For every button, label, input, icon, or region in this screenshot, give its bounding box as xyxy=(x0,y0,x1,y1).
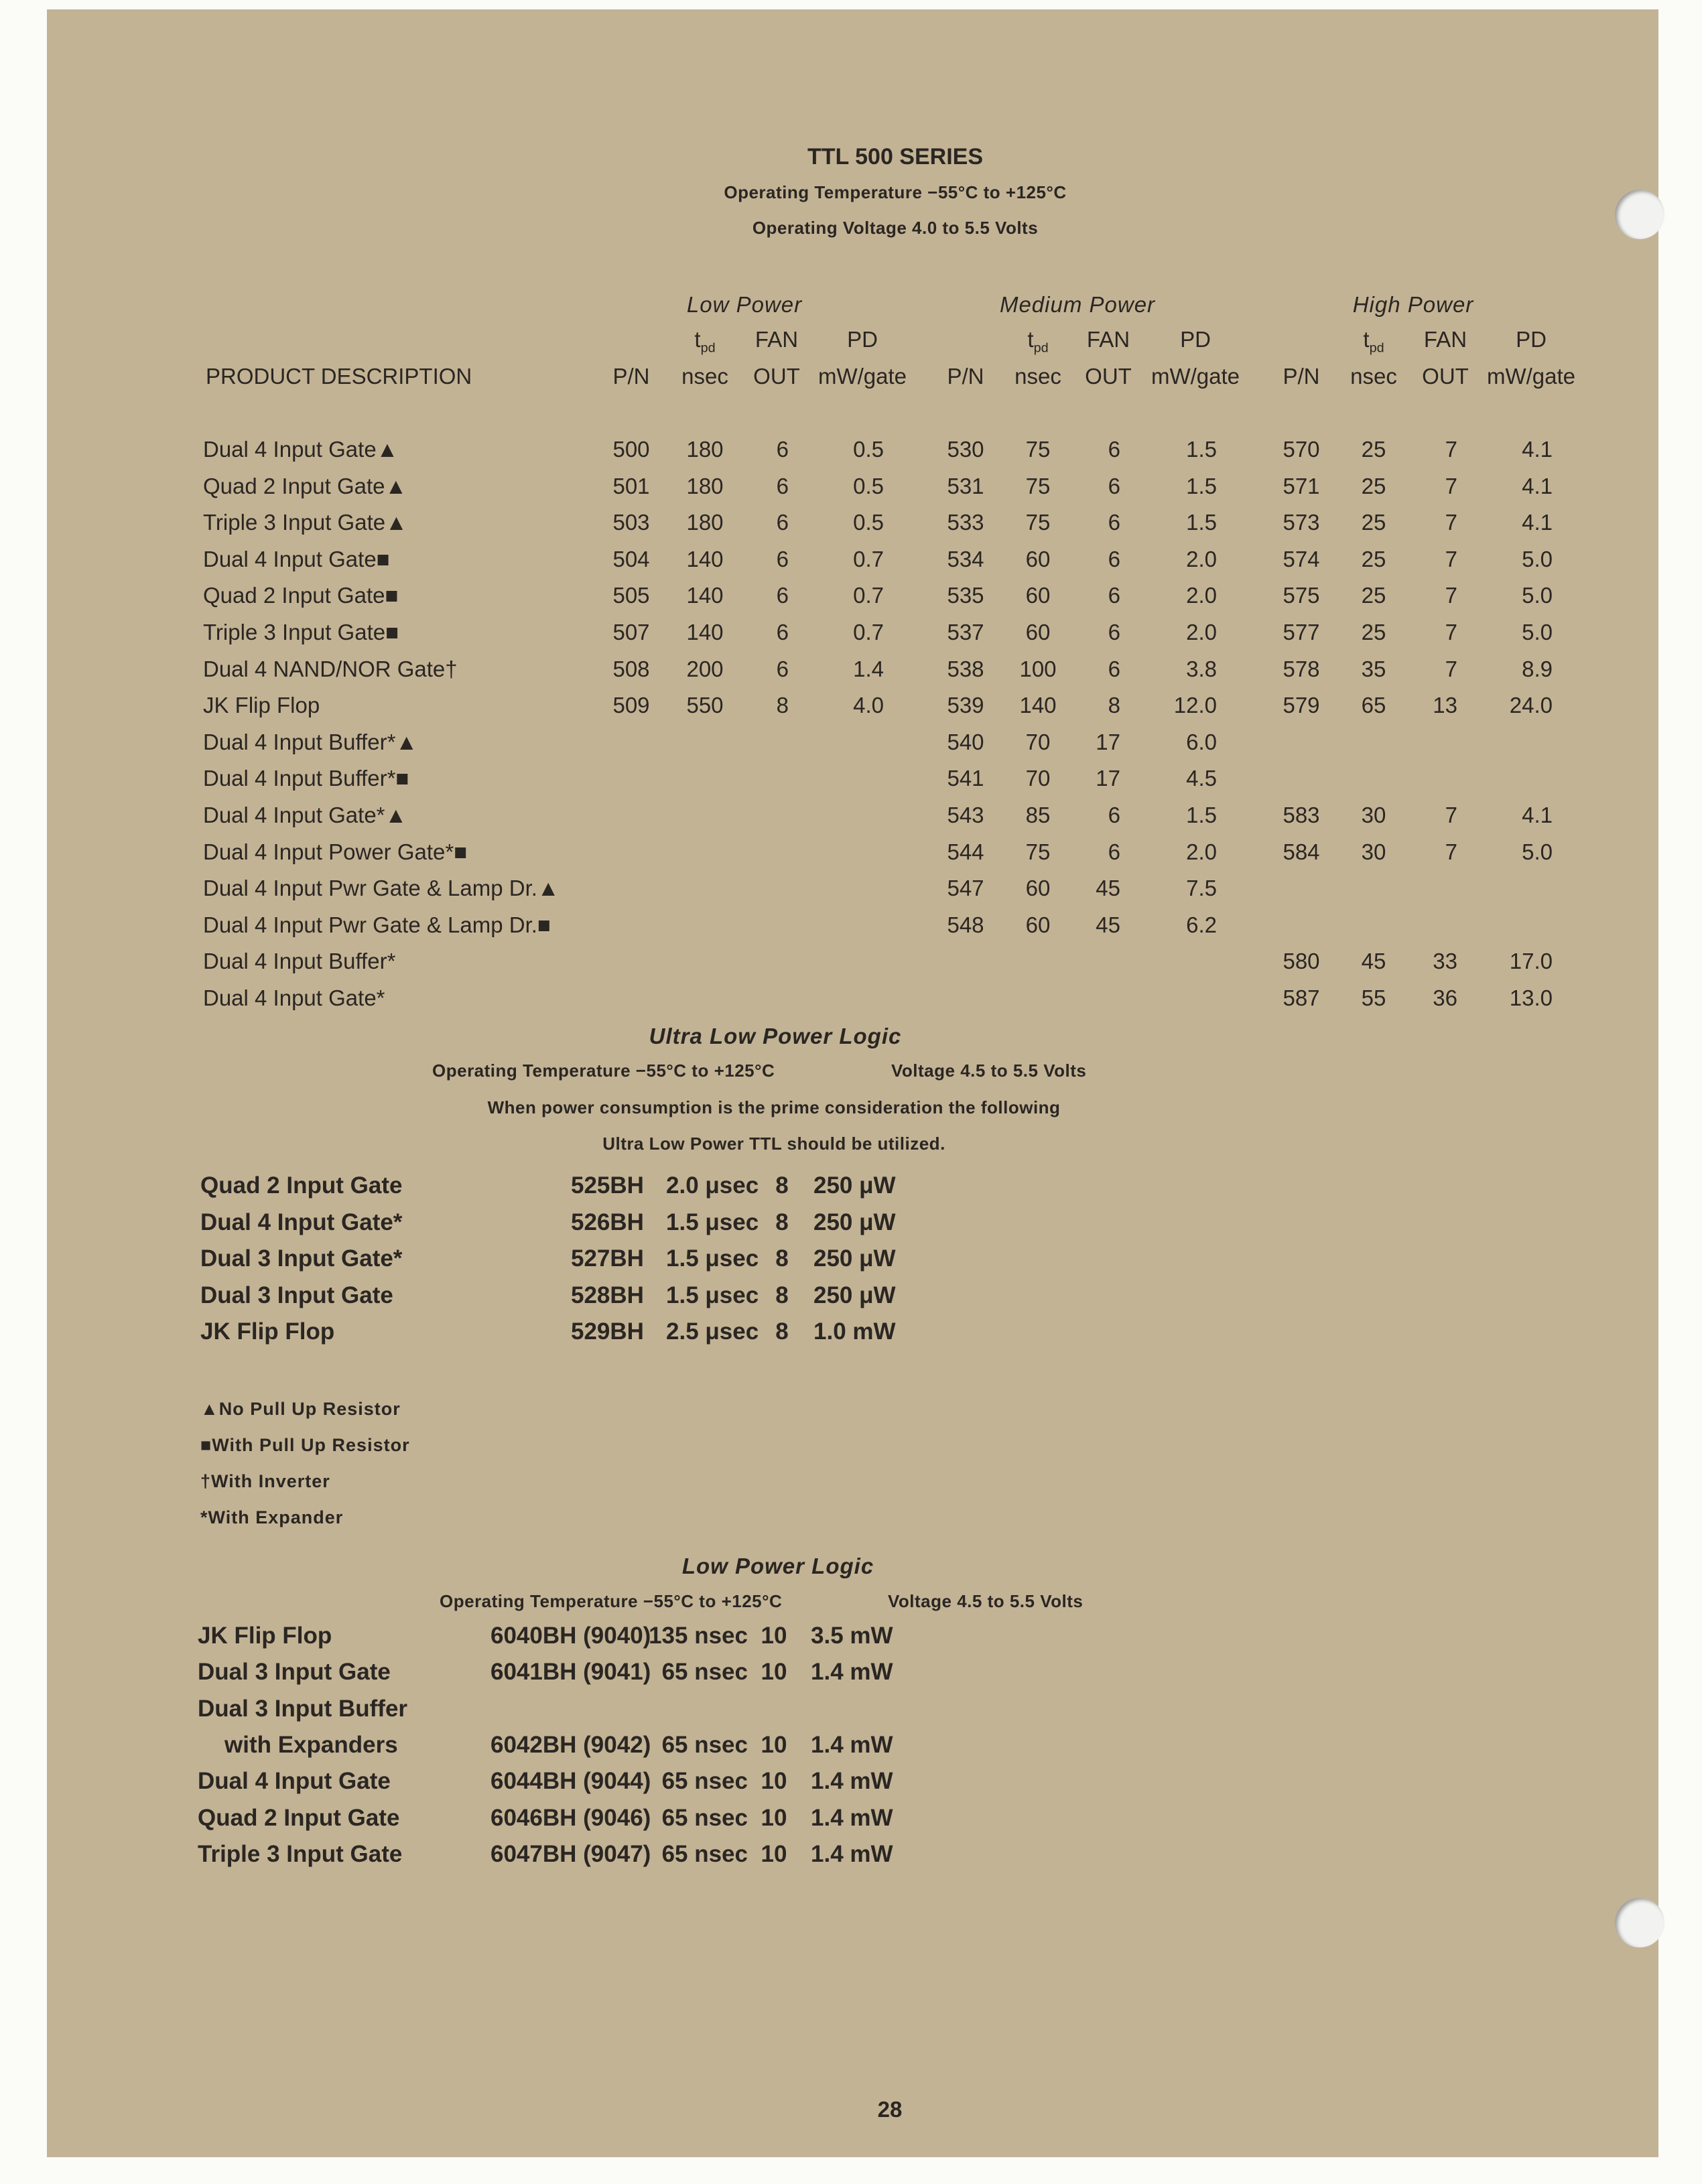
propagation-delay: 65 xyxy=(1361,693,1386,718)
tpd-subscript: pd xyxy=(700,340,716,356)
part-number: 507 xyxy=(612,620,650,644)
fan-out: 10 xyxy=(761,1623,787,1649)
part-number: 538 xyxy=(947,656,984,681)
propagation-delay: 60 xyxy=(1025,912,1051,937)
header-pn: P/N xyxy=(947,364,984,389)
propagation-delay: 1.5 μsec xyxy=(666,1282,759,1308)
product-description: JK Flip Flop xyxy=(203,693,320,718)
power-dissipation: 12.0 xyxy=(1173,693,1217,718)
part-number: 503 xyxy=(612,510,650,535)
fan-out: 6 xyxy=(1108,620,1120,644)
part-number: 6046BH (9046) xyxy=(490,1804,651,1831)
power-dissipation: 1.4 xyxy=(853,656,884,681)
group-high-power: High Power xyxy=(1352,292,1474,317)
power-dissipation: 13.0 xyxy=(1509,985,1553,1010)
power-dissipation: 0.7 xyxy=(853,546,884,571)
part-number: 535 xyxy=(947,583,984,608)
product-description: with Expanders xyxy=(224,1731,398,1758)
propagation-delay: 140 xyxy=(686,546,724,571)
power-dissipation: 6.0 xyxy=(1186,729,1217,754)
group-medium-power: Medium Power xyxy=(999,292,1156,317)
power-dissipation: 1.4 mW xyxy=(811,1804,893,1831)
header-mw-gate: mW/gate xyxy=(1151,364,1240,389)
part-number: 508 xyxy=(612,656,650,681)
product-description: Dual 3 Input Gate xyxy=(200,1282,393,1308)
part-number: 526BH xyxy=(571,1209,644,1235)
power-dissipation: 2.0 xyxy=(1186,546,1217,571)
part-number: 547 xyxy=(947,876,984,901)
product-description: Dual 3 Input Gate xyxy=(198,1659,391,1686)
operating-voltage: Operating Voltage 4.0 to 5.5 Volts xyxy=(752,218,1039,238)
header-fan: FAN xyxy=(1423,327,1467,352)
propagation-delay: 1.5 μsec xyxy=(666,1209,759,1235)
propagation-delay: 55 xyxy=(1361,985,1386,1010)
propagation-delay: 65 nsec xyxy=(661,1659,748,1686)
power-dissipation: 1.4 mW xyxy=(811,1659,893,1686)
fan-out: 7 xyxy=(1445,583,1457,608)
power-dissipation: 2.0 xyxy=(1186,839,1217,864)
footnote-item: †With Inverter xyxy=(200,1471,330,1491)
product-description: Dual 4 Input Pwr Gate & Lamp Dr.▲ xyxy=(203,876,560,901)
binder-hole xyxy=(1615,190,1664,239)
part-number: 6042BH (9042) xyxy=(490,1731,651,1758)
fan-out: 10 xyxy=(761,1840,787,1867)
ultra-low-title: Ultra Low Power Logic xyxy=(649,1024,902,1048)
propagation-delay: 75 xyxy=(1025,473,1051,498)
power-dissipation: 2.0 xyxy=(1186,583,1217,608)
header-mw-gate: mW/gate xyxy=(817,364,907,389)
fan-out: 17 xyxy=(1096,729,1120,754)
propagation-delay: 25 xyxy=(1361,510,1386,535)
fan-out: 6 xyxy=(1108,583,1120,608)
propagation-delay: 85 xyxy=(1025,803,1051,827)
fan-out: 10 xyxy=(761,1804,787,1831)
propagation-delay: 60 xyxy=(1025,876,1051,901)
power-dissipation: 3.8 xyxy=(1186,656,1217,681)
part-number: 6041BH (9041) xyxy=(490,1659,651,1686)
power-dissipation: 250 μW xyxy=(813,1282,896,1308)
part-number: 530 xyxy=(947,437,984,462)
fan-out: 6 xyxy=(1108,510,1120,535)
power-dissipation: 4.1 xyxy=(1522,437,1553,462)
fan-out: 8 xyxy=(775,1282,789,1308)
product-description: Quad 2 Input Gate■ xyxy=(203,583,399,608)
power-dissipation: 0.5 xyxy=(853,437,884,462)
header-fan: FAN xyxy=(1086,327,1130,352)
header-pd: PD xyxy=(1180,327,1211,352)
product-description: JK Flip Flop xyxy=(198,1623,332,1649)
part-number: 531 xyxy=(947,473,984,498)
propagation-delay: 140 xyxy=(1019,693,1057,718)
header-nsec: nsec xyxy=(1350,364,1397,389)
tpd-subscript: pd xyxy=(1369,340,1384,356)
part-number: 579 xyxy=(1283,693,1320,718)
header-fan: FAN xyxy=(755,327,799,352)
propagation-delay: 70 xyxy=(1025,729,1051,754)
header-pn: P/N xyxy=(612,364,650,389)
header-out: OUT xyxy=(1085,364,1132,389)
power-dissipation: 6.2 xyxy=(1186,912,1217,937)
power-dissipation: 5.0 xyxy=(1522,620,1553,644)
propagation-delay: 30 xyxy=(1361,839,1386,864)
part-number: 548 xyxy=(947,912,984,937)
part-number: 6047BH (9047) xyxy=(490,1840,651,1867)
propagation-delay: 25 xyxy=(1361,437,1386,462)
fan-out: 6 xyxy=(1108,803,1120,827)
low-power-logic-voltage: Voltage 4.5 to 5.5 Volts xyxy=(888,1591,1084,1611)
propagation-delay: 180 xyxy=(686,437,724,462)
header-pd: PD xyxy=(847,327,878,352)
product-description: Quad 2 Input Gate▲ xyxy=(203,473,407,498)
power-dissipation: 3.5 mW xyxy=(811,1623,893,1649)
part-number: 527BH xyxy=(571,1245,644,1272)
part-number: 578 xyxy=(1283,656,1320,681)
fan-out: 8 xyxy=(775,1172,789,1199)
propagation-delay: 140 xyxy=(686,620,724,644)
product-description: Triple 3 Input Gate▲ xyxy=(203,510,407,535)
fan-out: 6 xyxy=(776,473,789,498)
fan-out: 17 xyxy=(1096,766,1120,791)
power-dissipation: 0.7 xyxy=(853,620,884,644)
header-tpd xyxy=(694,327,715,356)
propagation-delay: 180 xyxy=(686,473,724,498)
part-number: 577 xyxy=(1283,620,1320,644)
fan-out: 10 xyxy=(761,1731,787,1758)
power-dissipation: 0.7 xyxy=(853,583,884,608)
product-description: Quad 2 Input Gate xyxy=(198,1804,400,1831)
part-number: 587 xyxy=(1283,985,1320,1010)
propagation-delay: 75 xyxy=(1025,437,1051,462)
propagation-delay: 60 xyxy=(1025,583,1051,608)
propagation-delay: 25 xyxy=(1361,620,1386,644)
header-mw-gate: mW/gate xyxy=(1486,364,1576,389)
fan-out: 36 xyxy=(1433,985,1457,1010)
power-dissipation: 4.1 xyxy=(1522,473,1553,498)
page-title: TTL 500 SERIES xyxy=(807,144,984,169)
power-dissipation: 5.0 xyxy=(1522,546,1553,571)
product-description: Dual 4 NAND/NOR Gate† xyxy=(203,656,458,681)
product-description: Dual 3 Input Buffer xyxy=(198,1695,408,1722)
propagation-delay: 2.0 μsec xyxy=(666,1172,759,1199)
fan-out: 6 xyxy=(1108,437,1120,462)
fan-out: 7 xyxy=(1445,473,1457,498)
power-dissipation: 0.5 xyxy=(853,473,884,498)
power-dissipation: 1.4 mW xyxy=(811,1840,893,1867)
ultra-low-note: Ultra Low Power TTL should be utilized. xyxy=(602,1134,945,1154)
ultra-low-temperature: Operating Temperature −55°C to +125°C xyxy=(432,1061,775,1081)
header-pd: PD xyxy=(1516,327,1547,352)
part-number: 541 xyxy=(947,766,984,791)
part-number: 574 xyxy=(1283,546,1320,571)
part-number: 571 xyxy=(1283,473,1320,498)
header-tpd xyxy=(1027,327,1048,356)
propagation-delay: 550 xyxy=(686,693,724,718)
propagation-delay: 65 nsec xyxy=(661,1768,748,1795)
part-number: 543 xyxy=(947,803,984,827)
propagation-delay: 200 xyxy=(686,656,724,681)
product-description: JK Flip Flop xyxy=(200,1318,335,1345)
propagation-delay: 100 xyxy=(1019,656,1057,681)
product-description: Dual 4 Input Power Gate*■ xyxy=(203,839,468,864)
fan-out: 8 xyxy=(775,1209,789,1235)
product-description: Dual 4 Input Buffer* xyxy=(203,949,396,974)
product-description: Dual 4 Input Pwr Gate & Lamp Dr.■ xyxy=(203,912,551,937)
propagation-delay: 135 nsec xyxy=(649,1623,748,1649)
part-number: 528BH xyxy=(571,1282,644,1308)
product-description: Dual 4 Input Gate xyxy=(198,1768,391,1795)
header-product-description: PRODUCT DESCRIPTION xyxy=(206,364,472,389)
part-number: 540 xyxy=(947,729,984,754)
power-dissipation: 1.5 xyxy=(1186,473,1217,498)
part-number: 584 xyxy=(1283,839,1320,864)
fan-out: 6 xyxy=(776,437,789,462)
fan-out: 7 xyxy=(1445,510,1457,535)
fan-out: 6 xyxy=(1108,656,1120,681)
propagation-delay: 2.5 μsec xyxy=(666,1318,759,1345)
fan-out: 6 xyxy=(1108,546,1120,571)
propagation-delay: 65 nsec xyxy=(661,1840,748,1867)
ultra-low-note: When power consumption is the prime consideration the following xyxy=(487,1097,1061,1117)
product-description: Dual 4 Input Buffer*■ xyxy=(203,766,409,791)
ultra-low-voltage: Voltage 4.5 to 5.5 Volts xyxy=(891,1061,1087,1081)
header-tpd xyxy=(1363,327,1384,356)
power-dissipation: 2.0 xyxy=(1186,620,1217,644)
tpd-symbol: t xyxy=(1027,327,1034,352)
propagation-delay: 25 xyxy=(1361,473,1386,498)
fan-out: 6 xyxy=(776,510,789,535)
part-number: 504 xyxy=(612,546,650,571)
product-description: Dual 4 Input Gate▲ xyxy=(203,437,399,462)
propagation-delay: 75 xyxy=(1025,839,1051,864)
header-nsec: nsec xyxy=(1014,364,1061,389)
power-dissipation: 250 μW xyxy=(813,1209,896,1235)
power-dissipation: 4.1 xyxy=(1522,510,1553,535)
product-description: Triple 3 Input Gate■ xyxy=(203,620,399,644)
part-number: 534 xyxy=(947,546,984,571)
power-dissipation: 4.1 xyxy=(1522,803,1553,827)
product-description: Dual 4 Input Gate* xyxy=(200,1209,403,1235)
part-number: 6040BH (9040) xyxy=(490,1623,651,1649)
fan-out: 7 xyxy=(1445,620,1457,644)
power-dissipation: 7.5 xyxy=(1186,876,1217,901)
fan-out: 6 xyxy=(1108,473,1120,498)
fan-out: 13 xyxy=(1433,693,1457,718)
propagation-delay: 30 xyxy=(1361,803,1386,827)
tpd-subscript: pd xyxy=(1033,340,1049,356)
power-dissipation: 1.0 mW xyxy=(813,1318,896,1345)
tpd-symbol: t xyxy=(694,327,701,352)
part-number: 570 xyxy=(1283,437,1320,462)
footnote-item: *With Expander xyxy=(200,1507,344,1527)
fan-out: 8 xyxy=(775,1245,789,1272)
product-description: Dual 3 Input Gate* xyxy=(200,1245,403,1272)
fan-out: 6 xyxy=(776,620,789,644)
product-description: Triple 3 Input Gate xyxy=(198,1840,403,1867)
binder-hole xyxy=(1615,1898,1664,1948)
power-dissipation: 4.5 xyxy=(1186,766,1217,791)
power-dissipation: 5.0 xyxy=(1522,583,1553,608)
group-low-power: Low Power xyxy=(686,292,803,317)
fan-out: 8 xyxy=(1108,693,1120,718)
fan-out: 7 xyxy=(1445,803,1457,827)
page-number: 28 xyxy=(877,2097,903,2122)
header-out: OUT xyxy=(1422,364,1469,389)
power-dissipation: 1.4 mW xyxy=(811,1768,893,1795)
propagation-delay: 35 xyxy=(1361,656,1386,681)
product-description: Quad 2 Input Gate xyxy=(200,1172,403,1199)
part-number: 580 xyxy=(1283,949,1320,974)
header-pn: P/N xyxy=(1283,364,1320,389)
footnote-item: ■With Pull Up Resistor xyxy=(200,1435,410,1455)
part-number: 501 xyxy=(612,473,650,498)
fan-out: 6 xyxy=(1108,839,1120,864)
part-number: 544 xyxy=(947,839,984,864)
propagation-delay: 25 xyxy=(1361,546,1386,571)
propagation-delay: 140 xyxy=(686,583,724,608)
part-number: 573 xyxy=(1283,510,1320,535)
low-power-logic-title: Low Power Logic xyxy=(681,1554,874,1578)
tpd-symbol: t xyxy=(1363,327,1370,352)
header-nsec: nsec xyxy=(681,364,728,389)
product-description: Dual 4 Input Gate*▲ xyxy=(203,803,407,827)
propagation-delay: 70 xyxy=(1025,766,1051,791)
power-dissipation: 250 μW xyxy=(813,1245,896,1272)
power-dissipation: 1.4 mW xyxy=(811,1731,893,1758)
propagation-delay: 45 xyxy=(1361,949,1386,974)
fan-out: 8 xyxy=(775,1318,789,1345)
operating-temperature: Operating Temperature −55°C to +125°C xyxy=(724,182,1067,202)
power-dissipation: 4.0 xyxy=(853,693,884,718)
part-number: 500 xyxy=(612,437,650,462)
part-number: 575 xyxy=(1283,583,1320,608)
fan-out: 7 xyxy=(1445,656,1457,681)
footnote-item: ▲No Pull Up Resistor xyxy=(200,1399,401,1419)
fan-out: 7 xyxy=(1445,839,1457,864)
fan-out: 7 xyxy=(1445,546,1457,571)
part-number: 505 xyxy=(612,583,650,608)
low-power-logic-temperature: Operating Temperature −55°C to +125°C xyxy=(440,1591,783,1611)
part-number: 533 xyxy=(947,510,984,535)
power-dissipation: 8.9 xyxy=(1522,656,1553,681)
part-number: 525BH xyxy=(571,1172,644,1199)
power-dissipation: 1.5 xyxy=(1186,510,1217,535)
propagation-delay: 65 nsec xyxy=(661,1731,748,1758)
fan-out: 7 xyxy=(1445,437,1457,462)
part-number: 509 xyxy=(612,693,650,718)
power-dissipation: 1.5 xyxy=(1186,803,1217,827)
propagation-delay: 60 xyxy=(1025,620,1051,644)
fan-out: 8 xyxy=(776,693,789,718)
header-out: OUT xyxy=(753,364,800,389)
fan-out: 45 xyxy=(1096,876,1120,901)
fan-out: 33 xyxy=(1433,949,1457,974)
part-number: 529BH xyxy=(571,1318,644,1345)
power-dissipation: 1.5 xyxy=(1186,437,1217,462)
fan-out: 6 xyxy=(776,583,789,608)
product-description: Dual 4 Input Gate* xyxy=(203,985,385,1010)
fan-out: 10 xyxy=(761,1768,787,1795)
propagation-delay: 75 xyxy=(1025,510,1051,535)
fan-out: 6 xyxy=(776,656,789,681)
propagation-delay: 180 xyxy=(686,510,724,535)
product-description: Dual 4 Input Buffer*▲ xyxy=(203,729,418,754)
propagation-delay: 1.5 μsec xyxy=(666,1245,759,1272)
fan-out: 6 xyxy=(776,546,789,571)
part-number: 539 xyxy=(947,693,984,718)
product-description: Dual 4 Input Gate■ xyxy=(203,546,390,571)
fan-out: 45 xyxy=(1096,912,1120,937)
power-dissipation: 250 μW xyxy=(813,1172,896,1199)
fan-out: 10 xyxy=(761,1659,787,1686)
power-dissipation: 24.0 xyxy=(1509,693,1553,718)
propagation-delay: 60 xyxy=(1025,546,1051,571)
power-dissipation: 17.0 xyxy=(1509,949,1553,974)
power-dissipation: 0.5 xyxy=(853,510,884,535)
propagation-delay: 25 xyxy=(1361,583,1386,608)
propagation-delay: 65 nsec xyxy=(661,1804,748,1831)
power-dissipation: 5.0 xyxy=(1522,839,1553,864)
part-number: 583 xyxy=(1283,803,1320,827)
part-number: 537 xyxy=(947,620,984,644)
part-number: 6044BH (9044) xyxy=(490,1768,651,1795)
